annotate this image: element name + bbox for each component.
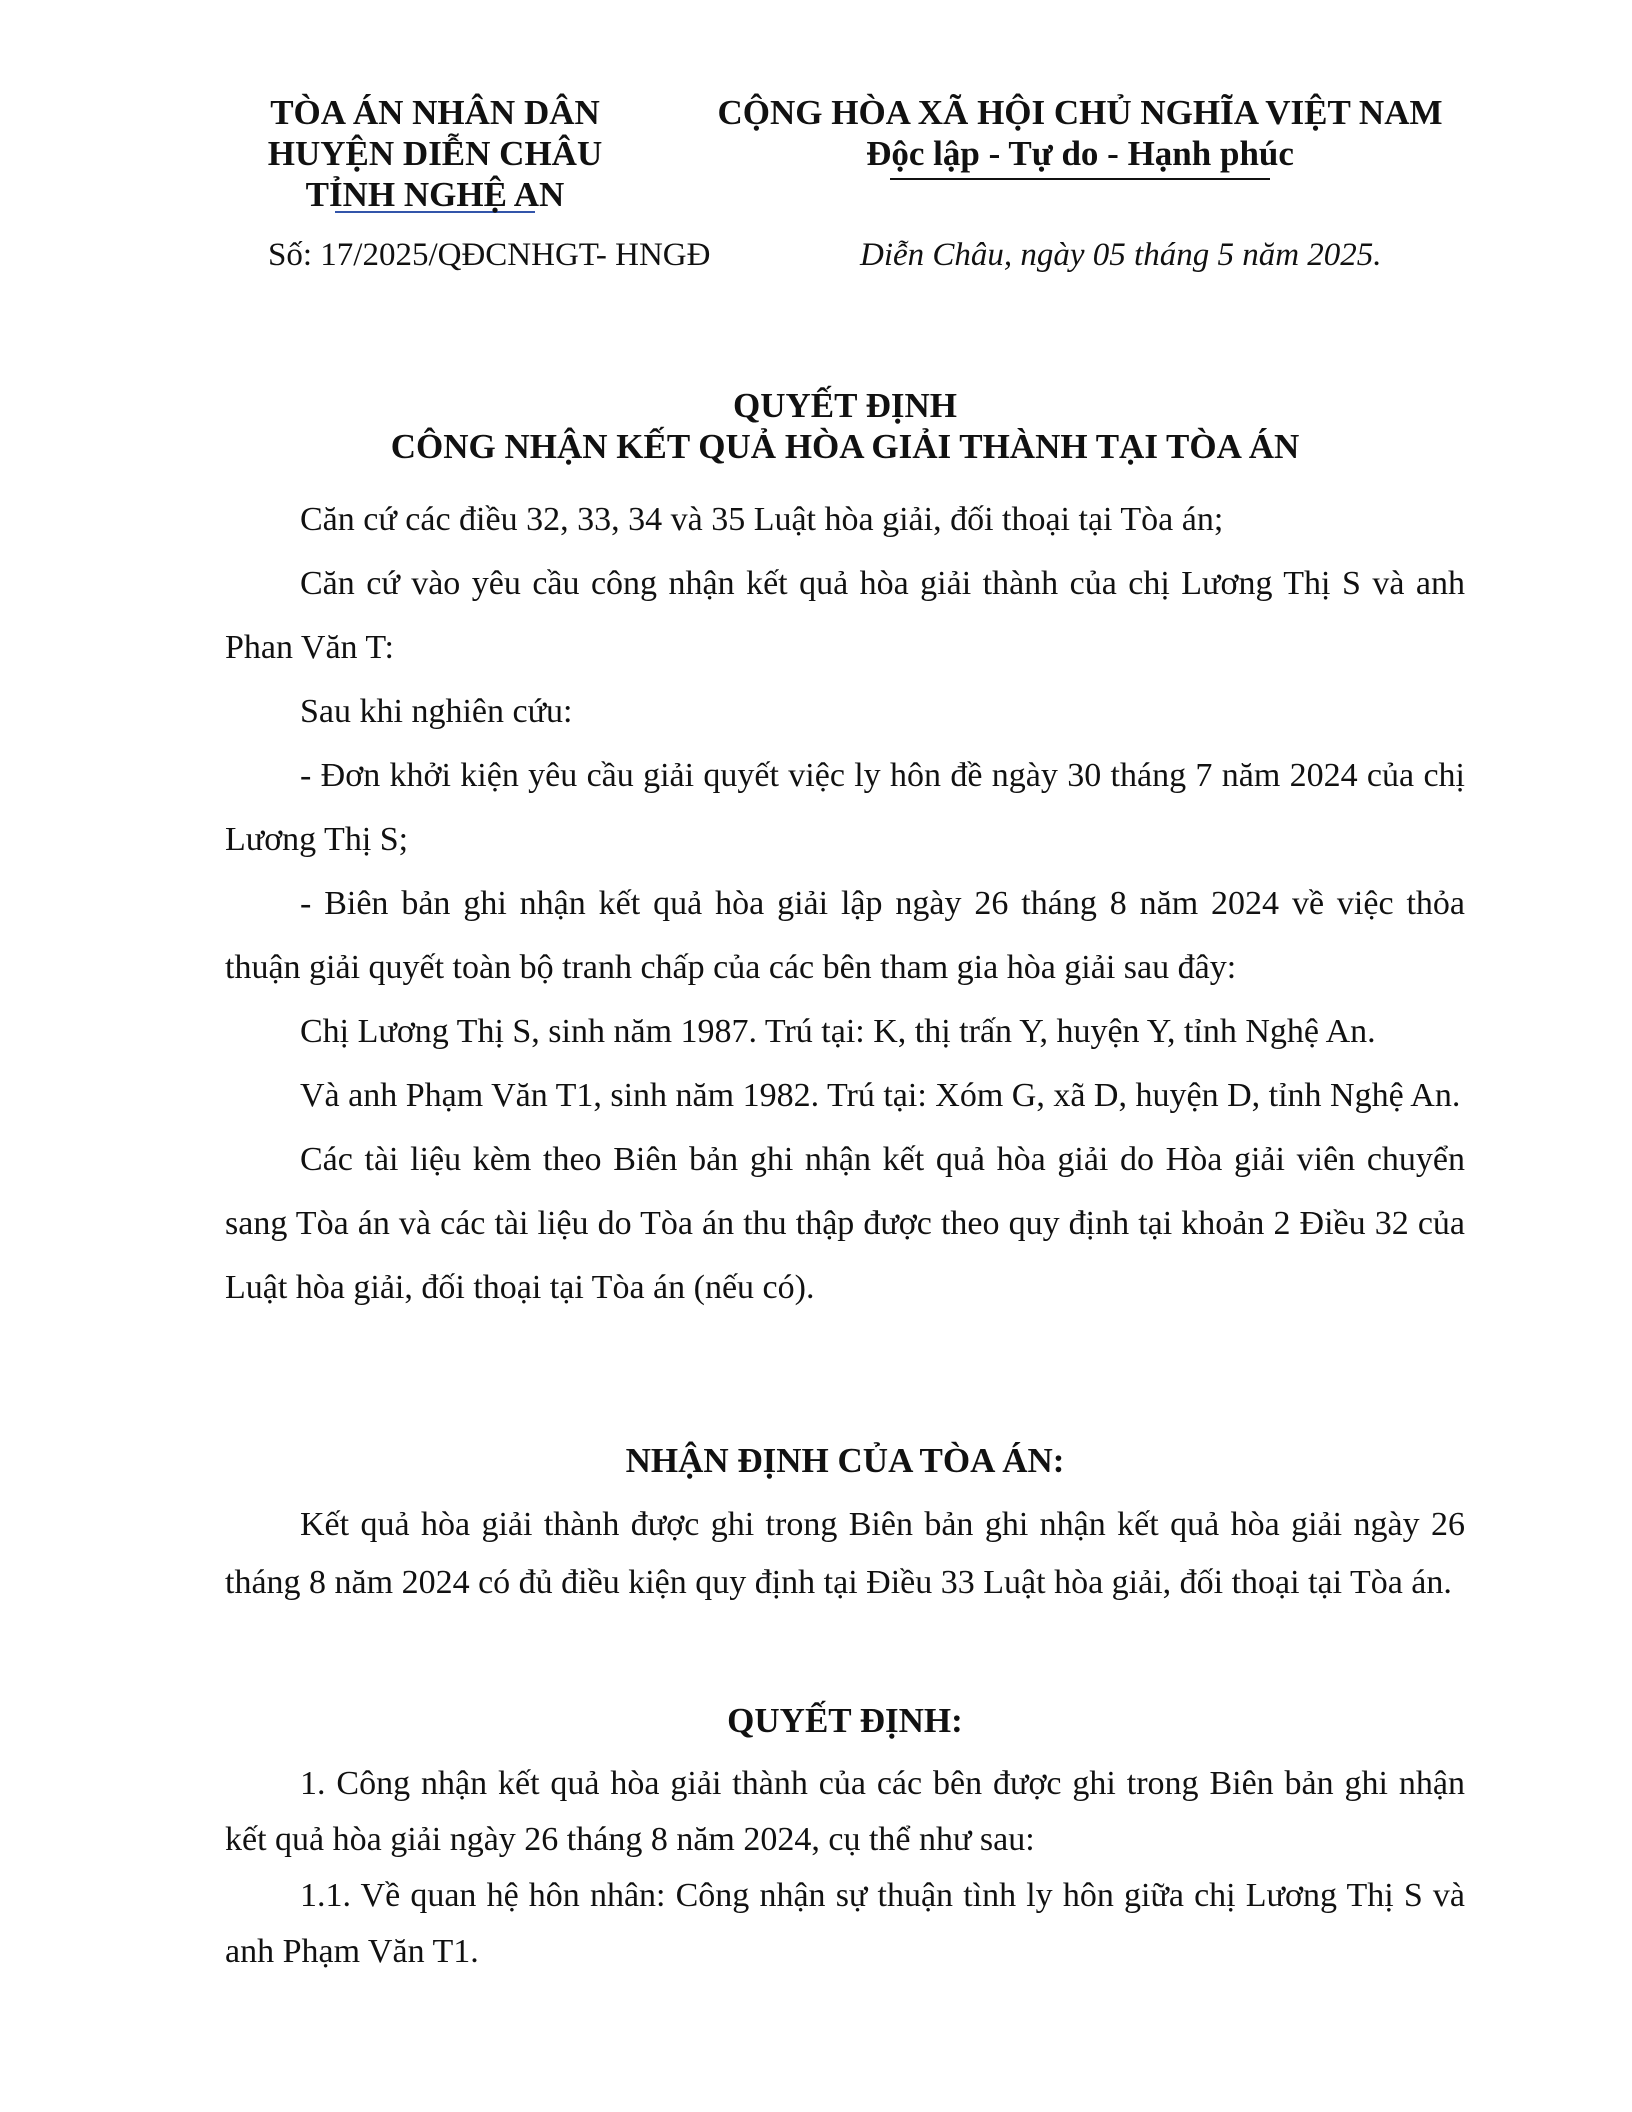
decision-body [225, 1756, 1465, 1980]
preamble-paragraph: Căn cứ vào yêu cầu công nhận kết quả hòa giải thành của chị Lương Thị S và anh Phan Văn T: [225, 565, 1465, 666]
preamble-paragraph: Chị Lương Thị S, sinh năm 1987. Trú tại: K, thị trấn Y, huyện Y, tỉnh Nghệ An. [300, 1013, 1376, 1050]
nation-header [700, 92, 1460, 180]
document-number: Số: 17/2025/QĐCNHGT- HNGĐ [268, 237, 711, 273]
preamble-paragraph: - Đơn khởi kiện yêu cầu giải quyết việc ly hôn đề ngày 30 tháng 7 năm 2024 của chị Lương Thị S; [225, 757, 1465, 858]
preamble-paragraph: Và anh Phạm Văn T1, sinh năm 1982. Trú tại: Xóm G, xã D, huyện D, tỉnh Nghệ An. [300, 1077, 1461, 1114]
court-name-line2: HUYỆN DIỄN CHÂU [267, 134, 603, 173]
title-line1: QUYẾT ĐỊNH [733, 386, 957, 425]
nation-header-underline [890, 178, 1270, 180]
preamble [225, 488, 1465, 1320]
preamble-paragraph: Các tài liệu kèm theo Biên bản ghi nhận kết quả hòa giải do Hòa giải viên chuyển sang Tòa án và các tài liệu do Tòa án thu thập được theo quy định tại khoản 2 Điều 32 của Luật hòa giải, đối thoại tại Tòa án (nếu có). [225, 1141, 1465, 1306]
decision-item: 1.1. Về quan hệ hôn nhân: Công nhận sự thuận tình ly hôn giữa chị Lương Thị S và anh Phạm Văn T1. [225, 1877, 1465, 1970]
court-assessment-body [225, 1496, 1465, 1612]
court-name-line3: TỈNH NGHỆ AN [305, 175, 565, 214]
decision-heading: QUYẾT ĐỊNH: [727, 1701, 963, 1740]
court-assessment-paragraph: Kết quả hòa giải thành được ghi trong Biên bản ghi nhận kết quả hòa giải ngày 26 tháng 8 năm 2024 có đủ điều kiện quy định tại Điều 33 Luật hòa giải, đối thoại tại Tòa án. [225, 1506, 1465, 1601]
preamble-paragraph: - Biên bản ghi nhận kết quả hòa giải lập ngày 26 tháng 8 năm 2024 về việc thỏa thuận giải quyết toàn bộ tranh chấp của các bên tham gia hòa giải sau đây: [225, 885, 1465, 986]
court-header [215, 92, 655, 213]
decision-item: 1. Công nhận kết quả hòa giải thành của các bên được ghi trong Biên bản ghi nhận kết quả hòa giải ngày 26 tháng 8 năm 2024, cụ thể như sau: [225, 1765, 1465, 1858]
court-assessment-heading: NHẬN ĐỊNH CỦA TÒA ÁN: [625, 1441, 1065, 1480]
preamble-paragraph: Căn cứ các điều 32, 33, 34 và 35 Luật hòa giải, đối thoại tại Tòa án; [300, 501, 1224, 538]
title-line2: CÔNG NHẬN KẾT QUẢ HÒA GIẢI THÀNH TẠI TÒA ÁN [390, 427, 1300, 466]
document-place-date: Diễn Châu, ngày 05 tháng 5 năm 2025. [860, 237, 1382, 273]
nation-name: CỘNG HÒA XÃ HỘI CHỦ NGHĨA VIỆT NAM [717, 93, 1443, 132]
nation-motto: Độc lập - Tự do - Hạnh phúc [866, 134, 1294, 173]
court-name-line1: TÒA ÁN NHÂN DÂN [270, 93, 600, 132]
preamble-paragraph: Sau khi nghiên cứu: [300, 693, 573, 730]
document-title [225, 385, 1465, 467]
